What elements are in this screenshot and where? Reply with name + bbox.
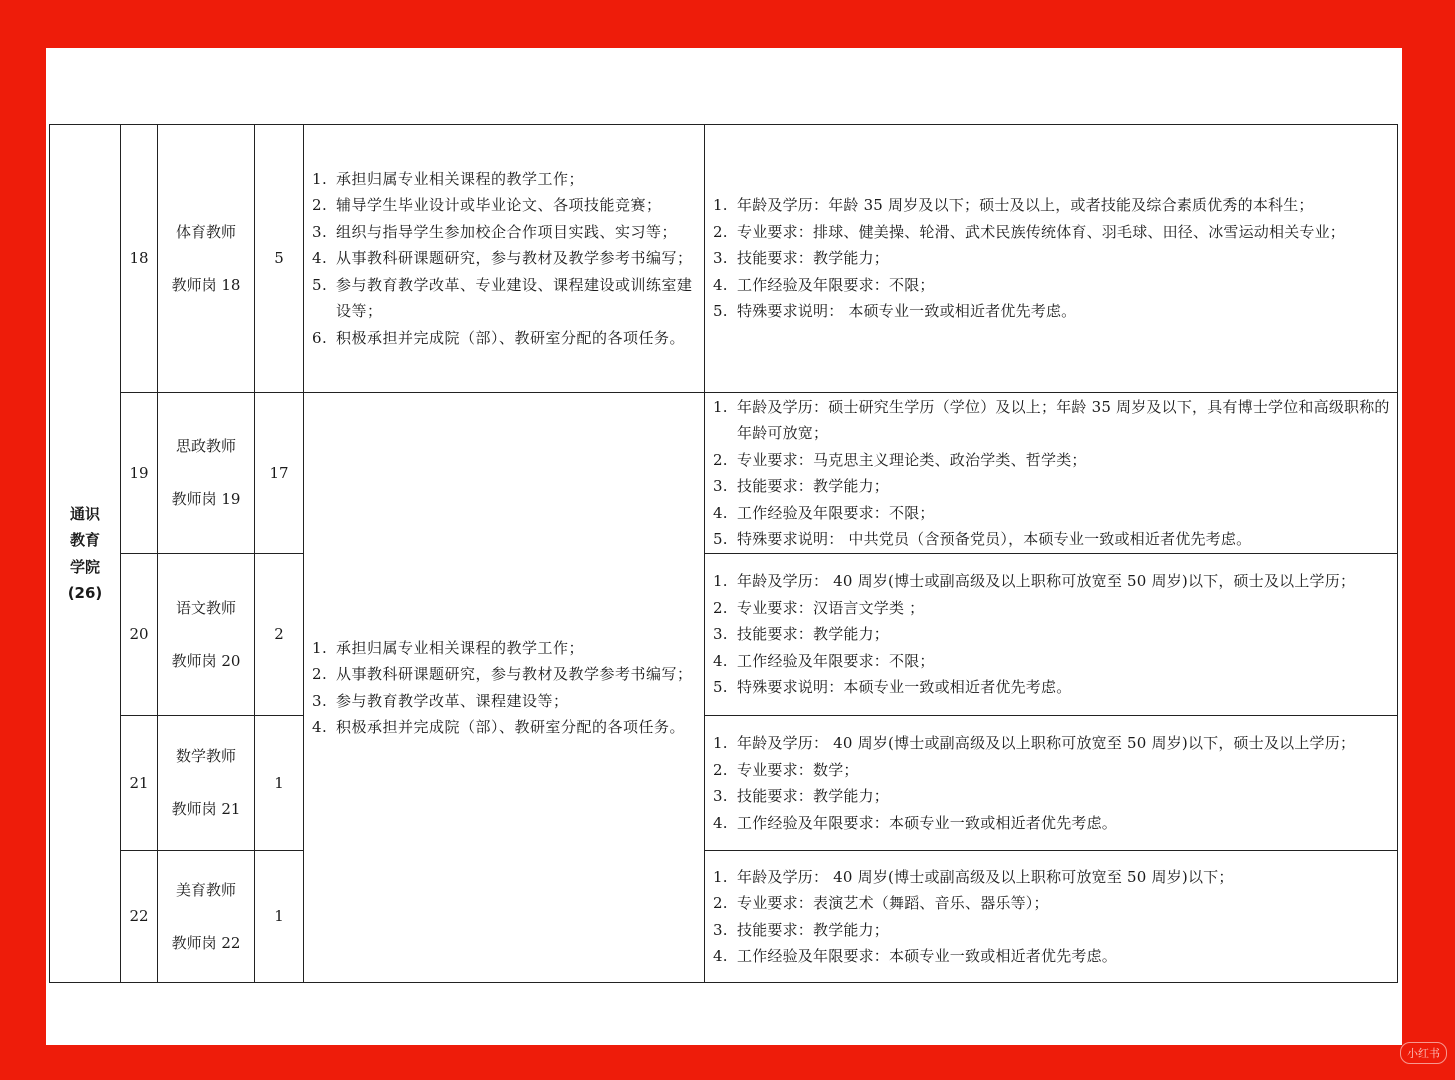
post-cell [158, 393, 255, 554]
requirement-list [705, 568, 1397, 701]
list-item: 1. 年龄及学历： 40 周岁(博士或副高级及以上职称可放宽至 50 周岁)以下； [713, 867, 1234, 886]
requirement-list [705, 192, 1397, 325]
list-item: 2. 专业要求：马克思主义理论类、政治学类、哲学类； [713, 450, 1087, 469]
college-cell [50, 125, 121, 983]
job-table [49, 124, 1398, 983]
requirement-cell [705, 716, 1398, 851]
list-item: 2. 从事教科研课题研究，参与教材及教学参考书编写； [312, 665, 693, 683]
college-count: (26) [67, 584, 103, 602]
duty-list [304, 635, 704, 741]
list-item: 5. 参与教育教学改革、专业建设、课程建设或训练室建设等； [312, 275, 693, 321]
post-name: 数学教师 [175, 747, 236, 765]
post-name: 思政教师 [175, 437, 236, 455]
post-code: 教师岗 18 [171, 275, 241, 294]
post-name: 美育教师 [175, 880, 236, 899]
headcount-cell: 5 [255, 125, 304, 393]
table-row [50, 716, 1398, 851]
list-item: 4. 工作经验及年限要求：不限； [713, 503, 935, 522]
post-code: 教师岗 20 [171, 651, 241, 670]
list-item: 3. 技能要求：教学能力； [713, 920, 890, 939]
list-item: 1. 承担归属专业相关课程的教学工作； [312, 169, 585, 188]
seq-cell: 22 [121, 851, 158, 983]
table-row [50, 125, 1398, 393]
headcount-cell: 2 [255, 554, 304, 716]
list-item: 2. 辅导学生毕业设计或毕业论文、各项技能竞赛； [312, 196, 662, 215]
list-item: 4. 积极承担并完成院（部）、教研室分配的各项任务。 [312, 718, 686, 736]
list-item: 2. 专业要求：排球、健美操、轮滑、武术民族传统体育、羽毛球、田径、冰雪运动相关专业； [713, 222, 1346, 241]
list-item: 4. 工作经验及年限要求：不限； [713, 651, 935, 670]
college-name-line: 通识 [69, 504, 100, 523]
requirement-cell [705, 851, 1398, 983]
seq-cell: 20 [121, 554, 158, 716]
post-cell [158, 554, 255, 716]
list-item: 4. 工作经验及年限要求：本硕专业一致或相近者优先考虑。 [713, 947, 1118, 965]
requirement-cell [705, 554, 1398, 716]
table-row [50, 393, 1398, 554]
table-row [50, 554, 1398, 716]
list-item: 3. 组织与指导学生参加校企合作项目实践、实习等； [312, 222, 678, 241]
list-item: 3. 技能要求：教学能力； [713, 787, 890, 805]
list-item: 1. 年龄及学历：年龄 35 周岁及以下；硕士及以上，或者技能及综合素质优秀的本科生； [713, 196, 1314, 215]
list-item: 3. 参与教育教学改革、课程建设等； [312, 691, 569, 710]
list-item: 1. 承担归属专业相关课程的教学工作； [312, 638, 585, 657]
duty-list [304, 166, 704, 352]
list-item: 6. 积极承担并完成院（部）、教研室分配的各项任务。 [312, 328, 686, 347]
list-item: 2. 专业要求：表演艺术（舞蹈、音乐、器乐等）； [713, 894, 1049, 912]
requirement-cell [705, 393, 1398, 554]
seq-cell: 21 [121, 716, 158, 851]
post-code: 教师岗 21 [171, 800, 241, 818]
watermark-logo: 小红书 [1400, 1042, 1447, 1064]
headcount-cell: 17 [255, 393, 304, 554]
requirement-list [705, 864, 1397, 970]
list-item: 1. 年龄及学历： 40 周岁(博士或副高级及以上职称可放宽至 50 周岁)以下，硕士及以上学历； [713, 572, 1356, 591]
list-item: 5. 特殊要求说明：本硕专业一致或相近者优先考虑。 [713, 678, 1072, 697]
requirement-cell [705, 125, 1398, 393]
list-item: 4. 从事教科研课题研究，参与教材及教学参考书编写； [312, 249, 693, 268]
list-item: 3. 技能要求：教学能力； [713, 625, 890, 644]
list-item: 3. 技能要求：教学能力； [713, 477, 890, 495]
list-item: 3. 技能要求：教学能力； [713, 249, 890, 268]
list-item: 1. 年龄及学历： 40 周岁(博士或副高级及以上职称可放宽至 50 周岁)以下，硕士及以上学历； [713, 734, 1356, 752]
post-cell [158, 716, 255, 851]
college-name-line: 学院 [69, 557, 100, 576]
requirement-list [705, 730, 1397, 836]
requirement-list [705, 394, 1397, 553]
college-name-line: 教育 [69, 531, 100, 549]
post-cell [158, 125, 255, 393]
list-item: 1. 年龄及学历：硕士研究生学历（学位）及以上；年龄 35 周岁及以下，具有博士学位和高级职称的年龄可放宽； [713, 397, 1390, 442]
post-name: 语文教师 [175, 598, 236, 617]
list-item: 5. 特殊要求说明： 中共党员（含预备党员），本硕专业一致或相近者优先考虑。 [713, 530, 1252, 548]
list-item: 2. 专业要求：数学； [713, 760, 859, 779]
list-item: 5. 特殊要求说明： 本硕专业一致或相近者优先考虑。 [713, 302, 1077, 321]
seq-cell: 19 [121, 393, 158, 554]
shared-duty-cell [304, 393, 705, 983]
table-row [50, 851, 1398, 983]
seq-cell: 18 [121, 125, 158, 393]
post-name: 体育教师 [175, 222, 236, 241]
document-page [46, 48, 1402, 1045]
post-code: 教师岗 22 [171, 933, 241, 952]
headcount-cell: 1 [255, 716, 304, 851]
post-code: 教师岗 19 [171, 490, 241, 508]
list-item: 4. 工作经验及年限要求：本硕专业一致或相近者优先考虑。 [713, 813, 1118, 832]
post-cell [158, 851, 255, 983]
list-item: 2. 专业要求：汉语言文学类 ； [713, 598, 925, 617]
list-item: 4. 工作经验及年限要求：不限； [713, 275, 935, 294]
duty-cell [304, 125, 705, 393]
headcount-cell: 1 [255, 851, 304, 983]
